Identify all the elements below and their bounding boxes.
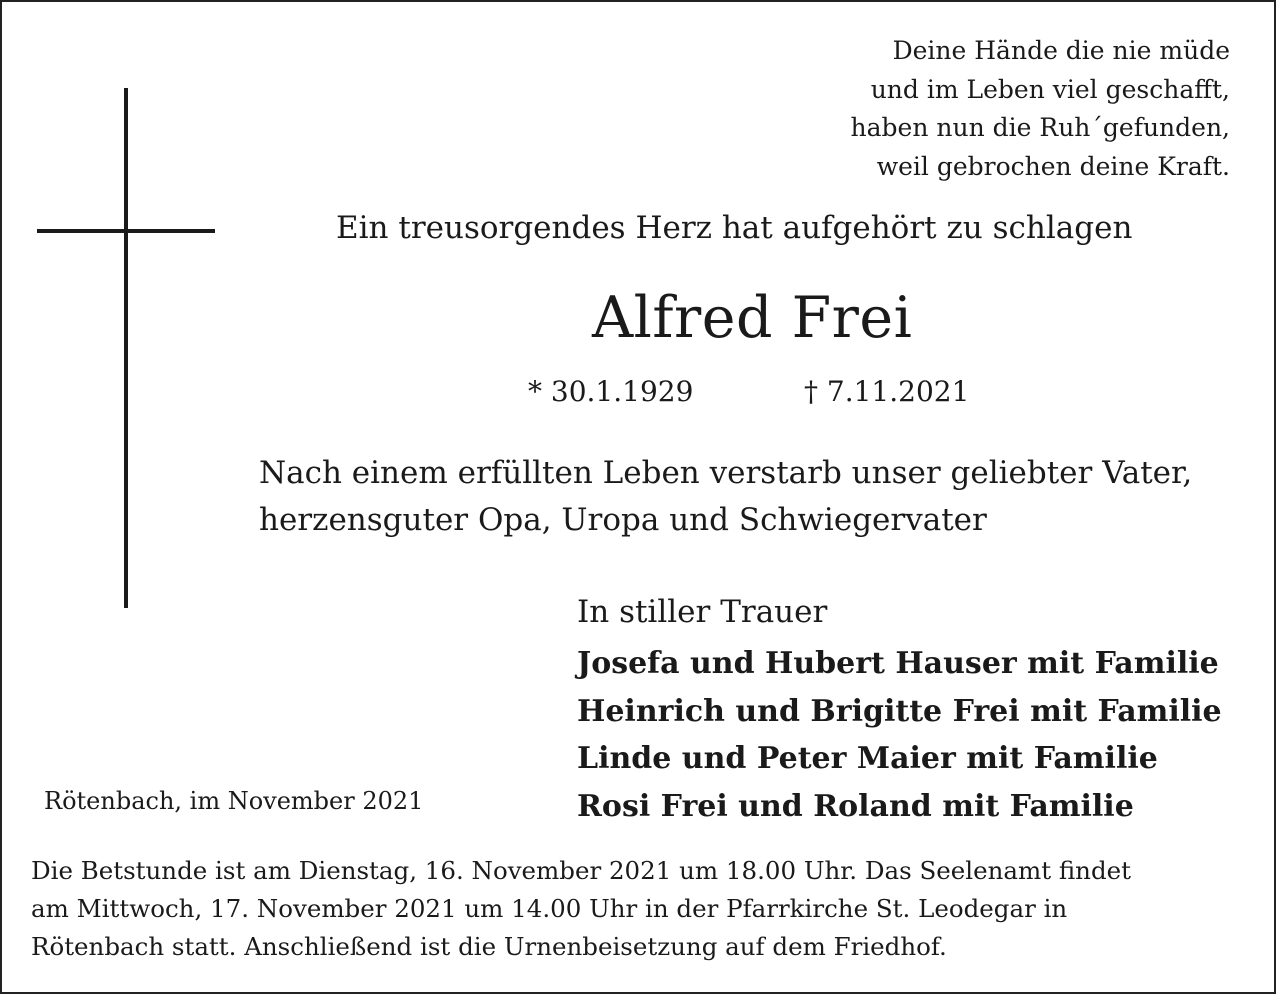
cross-vertical-bar — [124, 88, 128, 608]
mourner-entry: Rosi Frei und Roland mit Familie — [577, 788, 1134, 824]
mourning-intro: In stiller Trauer — [577, 594, 828, 630]
notice-line: Die Betstunde ist am Dienstag, 16. November 2021 um 18.00 Uhr. Das Seelenamt findet — [31, 856, 1131, 885]
cross-horizontal-bar — [37, 229, 215, 233]
mourners-list — [577, 640, 1222, 830]
service-notice — [31, 852, 1131, 966]
intro-line: Ein treusorgendes Herz hat aufgehört zu schlagen — [336, 210, 1133, 246]
poem-line: haben nun die Ruh´gefunden, — [850, 113, 1230, 142]
tribute-line: herzensguter Opa, Uropa und Schwiegervater — [259, 502, 987, 538]
notice-line: Rötenbach statt. Anschließend ist die Urnenbeisetzung auf dem Friedhof. — [31, 932, 947, 961]
notice-line: am Mittwoch, 17. November 2021 um 14.00 Uhr in der Pfarrkirche St. Leodegar in — [31, 894, 1068, 923]
place-and-date: Rötenbach, im November 2021 — [44, 787, 424, 815]
poem-line: Deine Hände die nie müde — [892, 36, 1230, 65]
birth-date: * 30.1.1929 — [528, 375, 694, 408]
death-date: † 7.11.2021 — [804, 375, 970, 408]
tribute-line: Nach einem erfüllten Leben verstarb unser geliebter Vater, — [259, 455, 1193, 491]
mourner-entry: Linde und Peter Maier mit Familie — [577, 741, 1158, 776]
deceased-name: Alfred Frei — [592, 285, 913, 351]
mourner-entry: Josefa und Hubert Hauser mit Familie — [577, 646, 1219, 681]
poem-line: weil gebrochen deine Kraft. — [876, 151, 1230, 181]
poem-line: und im Leben viel geschafft, — [870, 74, 1230, 104]
tribute-text — [259, 450, 1192, 544]
poem — [851, 32, 1230, 186]
mourner-entry: Heinrich und Brigitte Frei mit Familie — [577, 693, 1222, 729]
